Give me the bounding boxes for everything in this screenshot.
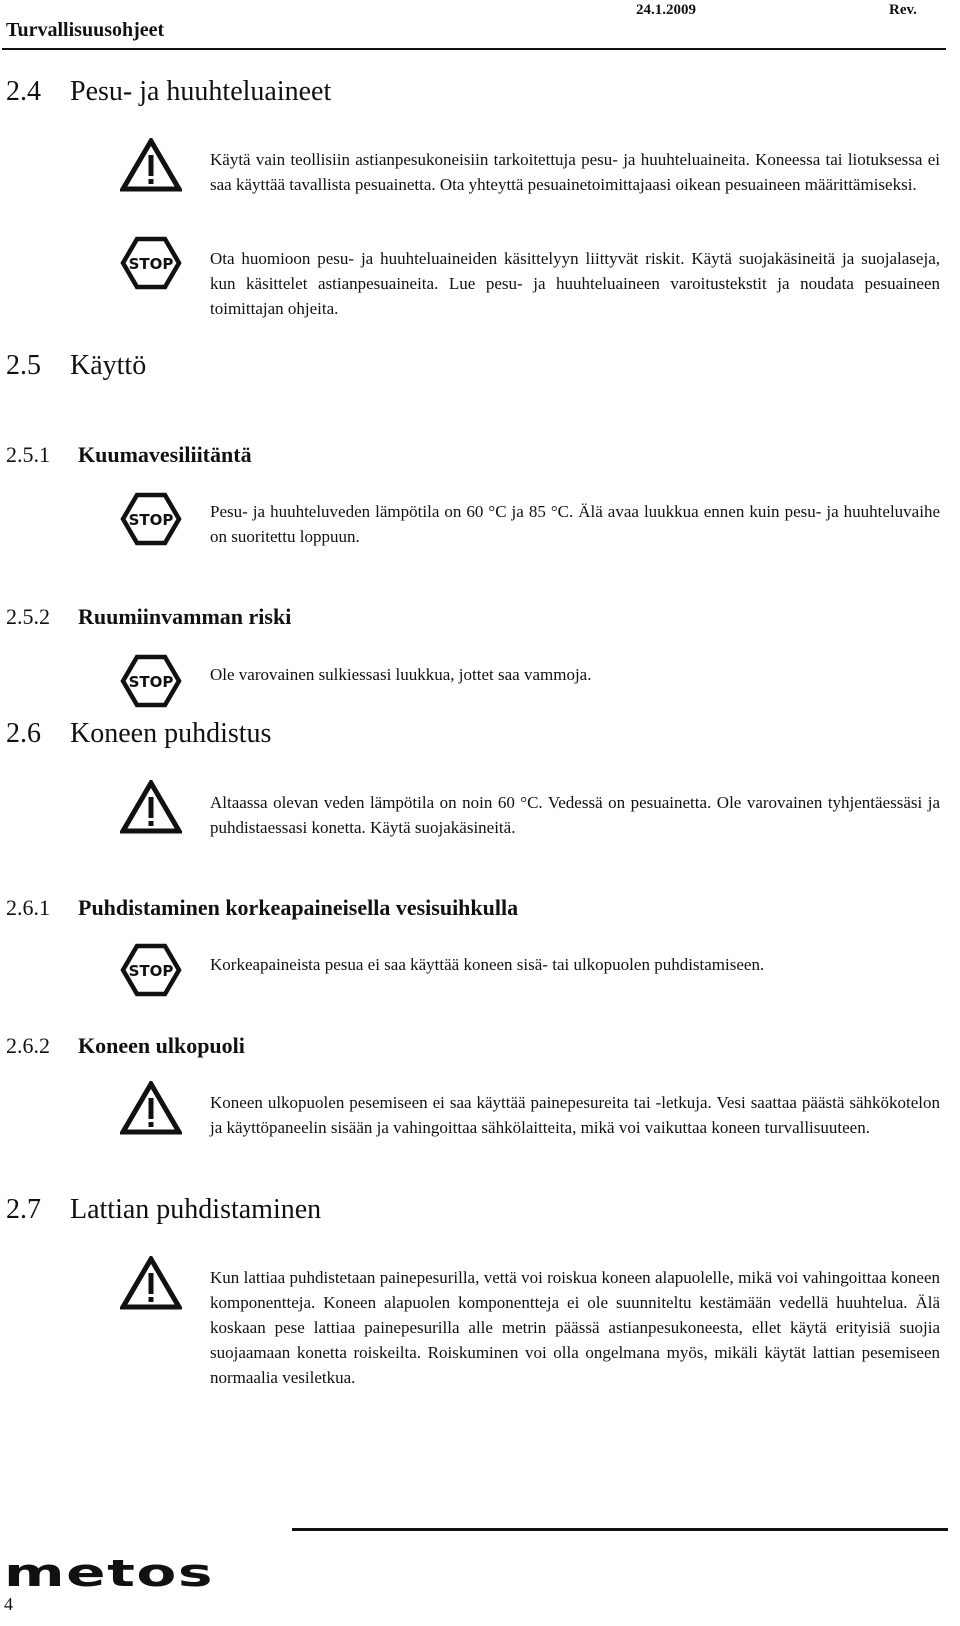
section-heading-2-6-2: 2.6.2 Koneen ulkopuoli — [6, 1033, 245, 1058]
warning-triangle-icon — [120, 1081, 182, 1135]
header-rule — [2, 48, 946, 50]
svg-text:STOP: STOP — [128, 255, 174, 273]
warning-triangle-icon — [120, 780, 182, 834]
paragraph-hot-water-temperature: Pesu- ja huuhteluveden lämpötila on 60 °C ja 85 °C. Älä avaa luukkua ennen kuin pesu- ja huuhteluvaihe on suoritettu loppuun. — [210, 502, 940, 546]
section-heading-2-5-2: 2.5.2 Ruumiinvamman riski — [6, 604, 292, 629]
svg-text:STOP: STOP — [128, 962, 174, 980]
paragraph-detergent-usage: Käytä vain teollisiin astianpesukoneisiin tarkoitettuja pesu- ja huuhteluaineita. Koneessa tai liotuksessa ei saa käyttää tavallista pesuainetta. Ota yhteyttä pesuainetoimittajaasi oikean pesuaineen määrittämiseksi. — [210, 150, 940, 194]
paragraph-exterior-cleaning: Koneen ulkopuolen pesemiseen ei saa käyttää painepesureita tai -letkuja. Vesi saattaa päästä sähkökotelon ja käyttöpaneelin sisään ja vahingoittaa sähkölaitteita, mikä voi vaikuttaa koneen turvallisuuteen. — [210, 1093, 940, 1137]
stop-sign-icon — [120, 236, 182, 290]
footer-rule — [292, 1528, 948, 1531]
paragraph-high-pressure: Korkeapaineista pesua ei saa käyttää koneen sisä- tai ulkopuolen puhdistamiseen. — [210, 955, 765, 974]
section-heading-2-7: 2.7 Lattian puhdistaminen — [6, 1194, 322, 1225]
svg-text:metos: metos — [4, 1560, 214, 1590]
svg-text:STOP: STOP — [128, 673, 174, 691]
warning-triangle-icon — [120, 1256, 182, 1310]
stop-sign-icon — [120, 943, 182, 997]
page-number: 4 — [4, 1594, 13, 1614]
header-date: 24.1.2009 — [636, 2, 696, 18]
stop-sign-icon — [120, 654, 182, 708]
section-heading-2-5: 2.5 Käyttö — [6, 350, 147, 381]
stop-sign-icon — [120, 492, 182, 546]
section-heading-2-6: 2.6 Koneen puhdistus — [6, 718, 272, 749]
metos-logo — [4, 1560, 218, 1590]
document-title: Turvallisuusohjeet — [6, 19, 165, 41]
paragraph-door-injury: Ole varovainen sulkiessasi luukkua, jottet saa vammoja. — [210, 665, 592, 684]
svg-text:STOP: STOP — [128, 511, 174, 529]
warning-triangle-icon — [120, 138, 182, 192]
section-heading-2-5-1: 2.5.1 Kuumavesiliitäntä — [6, 442, 252, 467]
paragraph-detergent-risks: Ota huomioon pesu- ja huuhteluaineiden käsittelyyn liittyvät riskit. Käytä suojakäsineitä ja suojalaseja, kun käsittelet astianpesuaineita. Lue pesu- ja huuhteluaineen varoitustekstit ja noudata pesuaineen toimittajan ohjeita. — [210, 249, 940, 318]
section-heading-2-4: 2.4 Pesu- ja huuhteluaineet — [6, 76, 332, 107]
header-revision: Rev. — [889, 2, 917, 18]
paragraph-tank-water: Altaassa olevan veden lämpötila on noin 60 °C. Vedessä on pesuainetta. Ole varovainen tyhjentäessäsi ja puhdistaessasi konetta. Käytä suojakäsineitä. — [210, 793, 940, 837]
paragraph-floor-cleaning: Kun lattiaa puhdistetaan painepesurilla, vettä voi roiskua koneen alapuolelle, mikä voi vahingoittaa koneen komponentteja. Koneen alapuolen komponentteja ei ole suunniteltu kestämään vedellä huuhtelua. Älä koskaan pese lattiaa painepesurilla alle metrin päässä astianpesukoneesta, ellet käytä erityisiä suojia suojaamaan konetta roiskeilta. Roiskuminen voi olla ongelmana myös, mikäli käytät lattian pesemiseen normaalia vesiletkua. — [210, 1268, 940, 1387]
section-heading-2-6-1: 2.6.1 Puhdistaminen korkeapaineisella vesisuihkulla — [6, 895, 519, 920]
